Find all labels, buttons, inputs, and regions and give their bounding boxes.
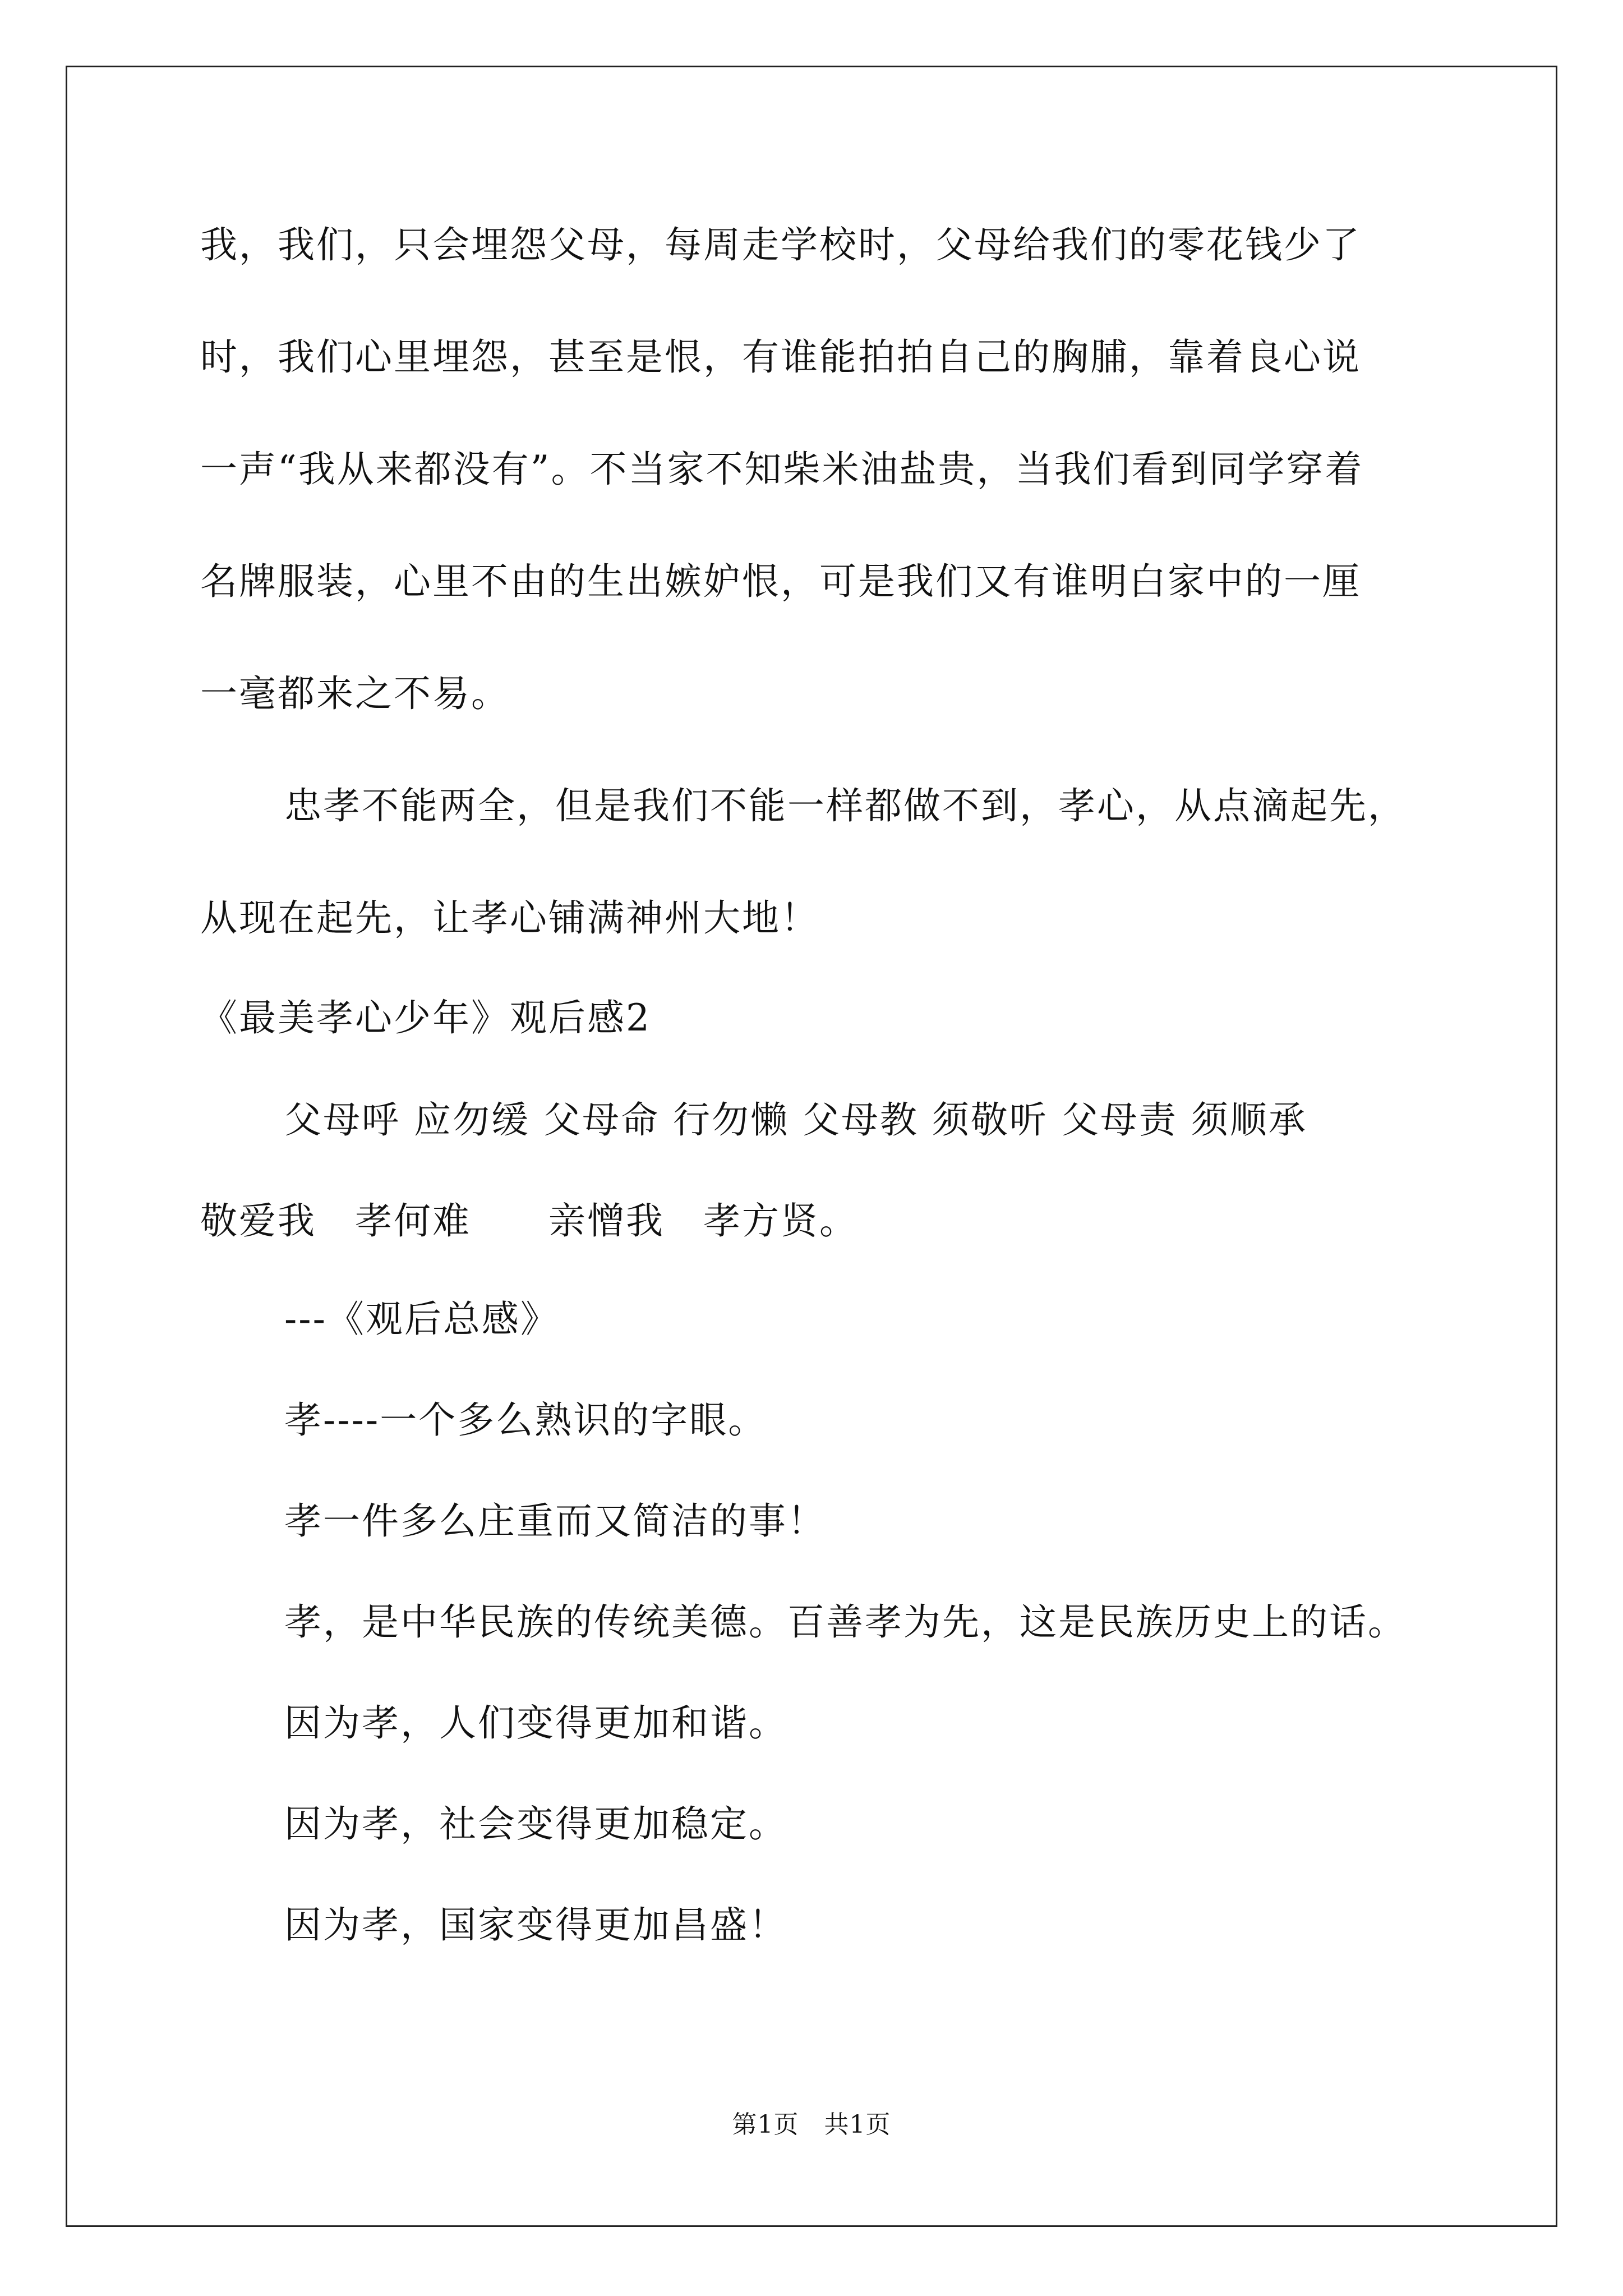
- page-number-footer: 第1页 共1页: [732, 2110, 891, 2139]
- quote-source: ---《观后总感》: [284, 1297, 559, 1341]
- paragraph-line: 忠孝不能两全，但是我们不能一样都做不到，孝心，从点滴起先，: [284, 784, 1407, 827]
- paragraph-line: 时，我们心里埋怨，甚至是恨，有谁能拍拍自己的胸脯，靠着良心说: [200, 335, 1361, 379]
- paragraph-line: 孝，是中华民族的传统美德。百善孝为先，这是民族历史上的话。: [284, 1600, 1407, 1644]
- paragraph-line: 孝一件多么庄重而又简洁的事！: [284, 1499, 826, 1543]
- paragraph-line: 因为孝，人们变得更加和谐。: [284, 1701, 787, 1745]
- paragraph-line: 我，我们，只会埋怨父母，每周走学校时，父母给我们的零花钱少了: [200, 223, 1361, 266]
- paragraph-line: 一毫都来之不易。: [200, 672, 510, 715]
- paragraph-line: 因为孝，社会变得更加稳定。: [284, 1802, 787, 1846]
- paragraph-line: 孝----一个多么熟识的字眼。: [284, 1398, 767, 1442]
- poem-line: 敬爱我 孝何难 亲憎我 孝方贤。: [200, 1199, 858, 1243]
- poem-line: 父母呼 应勿缓 父母命 行勿懒 父母教 须敬听 父母责 须顺承: [284, 1098, 1307, 1142]
- paragraph-line: 一声“我从来都没有”。不当家不知柴米油盐贵，当我们看到同学穿着: [200, 448, 1364, 491]
- paragraph-line: 名牌服装，心里不由的生出嫉妒恨，可是我们又有谁明白家中的一厘: [200, 560, 1361, 603]
- paragraph-line: 因为孝，国家变得更加昌盛！: [284, 1903, 787, 1947]
- section-heading: 《最美孝心少年》观后感2: [200, 996, 651, 1039]
- paragraph-line: 从现在起先，让孝心铺满神州大地！: [200, 896, 819, 940]
